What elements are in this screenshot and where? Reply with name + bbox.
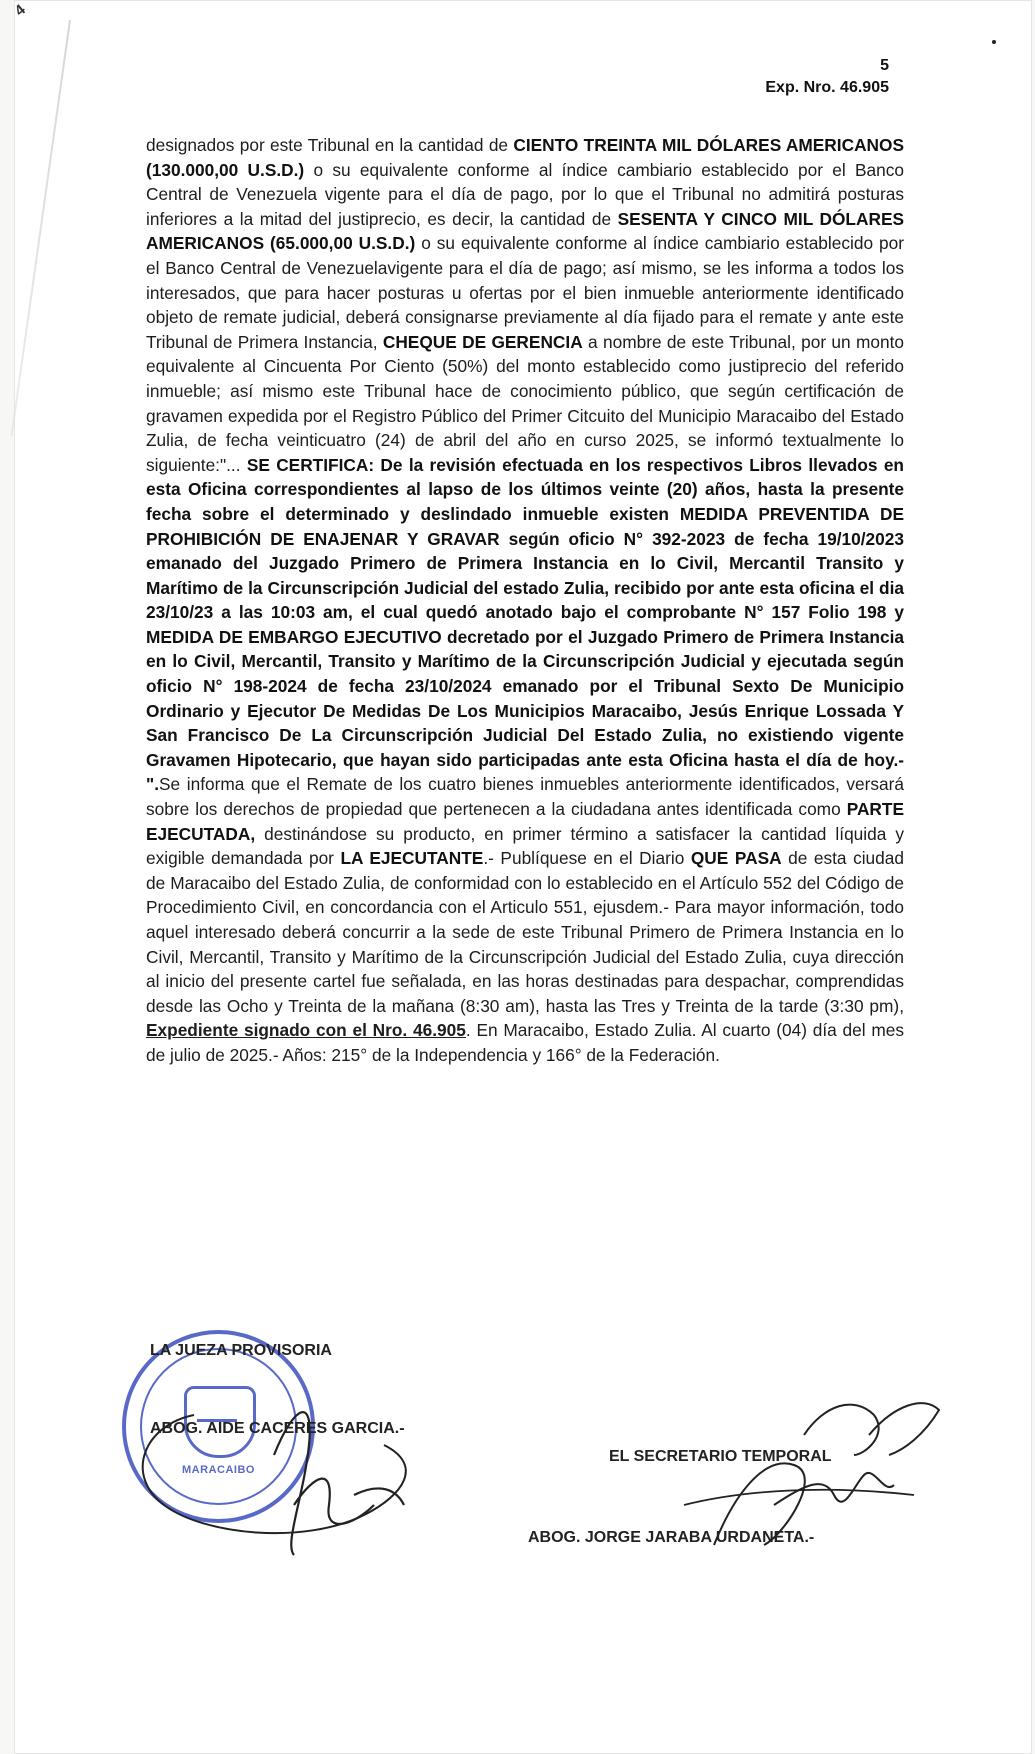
- bold-certification-quote: SE CERTIFICA: De la revisión efectuada en los respectivos Libros llevados en esta Oficina correspondientes al lapso de los últimos veinte (20) años, hasta la presente fecha sobre el determinado y deslindado inmueble existen MEDIDA PREVENTIDA DE PROHIBICIÓN DE ENAJENAR Y GRAVAR según oficio N° 392-2023 de fecha 19/10/2023 emanado del Juzgado Primero de Primera Instancia en lo Civil, Mercantil Transito y Marítimo de la Circunscripción Judicial del estado Zulia, recibido por ante esta oficina el dia 23/10/23 a las 10:03 am, el cual quedó anotado bajo el comprobante N° 157 Folio 198 y MEDIDA DE EMBARGO EJECUTIVO decretado por el Juzgado Primero de Primera Instancia en lo Civil, Mercantil, Transito y Marítimo de la Circunscripción Judicial y ejecutada según oficio N° 198-2024 de fecha 23/10/2024 emanado por el Tribunal Sexto De Municipio Ordinario y Ejecutor De Medidas De Los Municipios Maracaibo, Jesús Enrique Lossada Y San Francisco De La Circunscripción Judicial Del Estado Zulia, no existiendo vigente Gravamen Hipotecario, que hayan sido participadas ante esta Oficina hasta el día de hoy.-".: [146, 454, 904, 795]
- text-run: designados por este Tribunal en la cantidad de: [146, 135, 514, 155]
- judge-signature: [124, 1385, 444, 1560]
- document-page: [11, 0, 1032, 1754]
- page-header: [765, 55, 889, 98]
- underlined-expediente: Expediente signado con el Nro. 46.905: [146, 1020, 466, 1041]
- text-run: o su equivalente conforme al índice cambiario establecido por el Banco Central de Venezuelavigente para el día de pago; así mismo, se les informa a todos los interesados, que para hacer posturas u ofertas por el bien inmueble anteriormente identificado objeto de remate judicial, deberá consignarse previamente al día fijado para el remate y ante este Tribunal de Primera Instancia,: [146, 233, 905, 352]
- text-run: .- Publíquese en el Diario: [483, 848, 691, 869]
- page-edge-line: [11, 20, 71, 436]
- body-paragraph: [146, 133, 904, 1068]
- expedient-number: Exp. Nro. 46.905: [765, 78, 889, 96]
- text-run: de esta ciudad de Maracaibo del Estado Zulia, de conformidad con lo establecido en el Artículo 552 del Código de Procedimiento Civil, en concordancia con el Articulo 551, ejusdem.- Para mayor información, todo aquel interesado deberá concurrir a la sede de este Tribunal Primero de Primera Instancia en lo Civil, Mercantil, Transito y Marítimo de la Circunscripción Judicial del Estado Zulia, cuya dirección al inicio del presente cartel fue señalada, en las horas destinadas para despachar, comprendidas desde las Ocho y Treinta de la mañana (8:30 am), hasta las Tres y Treinta de la tarde (3:30 pm),: [146, 848, 904, 1016]
- page-number: 5: [880, 57, 889, 74]
- bold-cheque-gerencia: CHEQUE DE GERENCIA: [382, 331, 583, 352]
- document-body: [146, 133, 904, 1068]
- bold-amount-65000: SESENTA Y CINCO MIL DÓLARES AMERICANOS (65.000,00 U.S.D.): [146, 208, 904, 254]
- bold-la-ejecutante: LA EJECUTANTE: [340, 848, 484, 869]
- text-run: o su equivalente conforme al índice cambiario establecido por el Banco Central de Venezuela vigente para el día de pago, por lo que el Tribunal no admitirá posturas inferiores a la mitad del justiprecio, es decir, la cantidad de: [146, 159, 904, 229]
- secretary-name: ABOG. JORGE JARABA URDANETA.-: [528, 1529, 815, 1546]
- text-run: a nombre de este Tribunal, por un monto equivalente al Cincuenta Por Ciento (50%) del monto establecido como justiprecio del referido inmueble; así mismo este Tribunal hace de conocimiento público, que según certificación de gravamen expedida por el Registro Público del Primer Citcuito del Municipio Maracaibo del Estado Zulia, de fecha veinticuatro (24) de abril del año en curso 2025, se informó textualmente lo siguiente:"...: [146, 331, 905, 475]
- judge-name: ABOG. AIDE CACERES GARCIA.-: [150, 1420, 405, 1437]
- bold-que-pasa: QUE PASA: [690, 848, 782, 869]
- text-run: destinándose su producto, en primer término a satisfacer la cantidad líquida y exigible demandada por: [146, 823, 904, 869]
- judge-title: LA JUEZA PROVISORIA: [150, 1342, 332, 1359]
- secretary-title: EL SECRETARIO TEMPORAL: [609, 1448, 832, 1465]
- bold-parte-ejecutada: PARTE EJECUTADA,: [146, 799, 904, 844]
- ink-dot: [992, 40, 996, 44]
- stamp-text: MARACAIBO: [182, 1464, 255, 1476]
- text-run: Se informa que el Remate de los cuatro bienes inmuebles anteriormente identificados, versará sobre los derechos de propiedad que pertenecen a la ciudadana antes identificada como: [146, 774, 904, 820]
- secretary-signature: [654, 1395, 944, 1565]
- text-run: . En Maracaibo, Estado Zulia. Al cuarto (04) día del mes de julio de 2025.- Años: 215° de la Independencia y 166° de la Federación.: [146, 1020, 904, 1065]
- corner-mark: 4: [11, 1, 29, 20]
- bold-amount-130000: CIENTO TREINTA MIL DÓLARES AMERICANOS (130.000,00 U.S.D.): [146, 135, 904, 180]
